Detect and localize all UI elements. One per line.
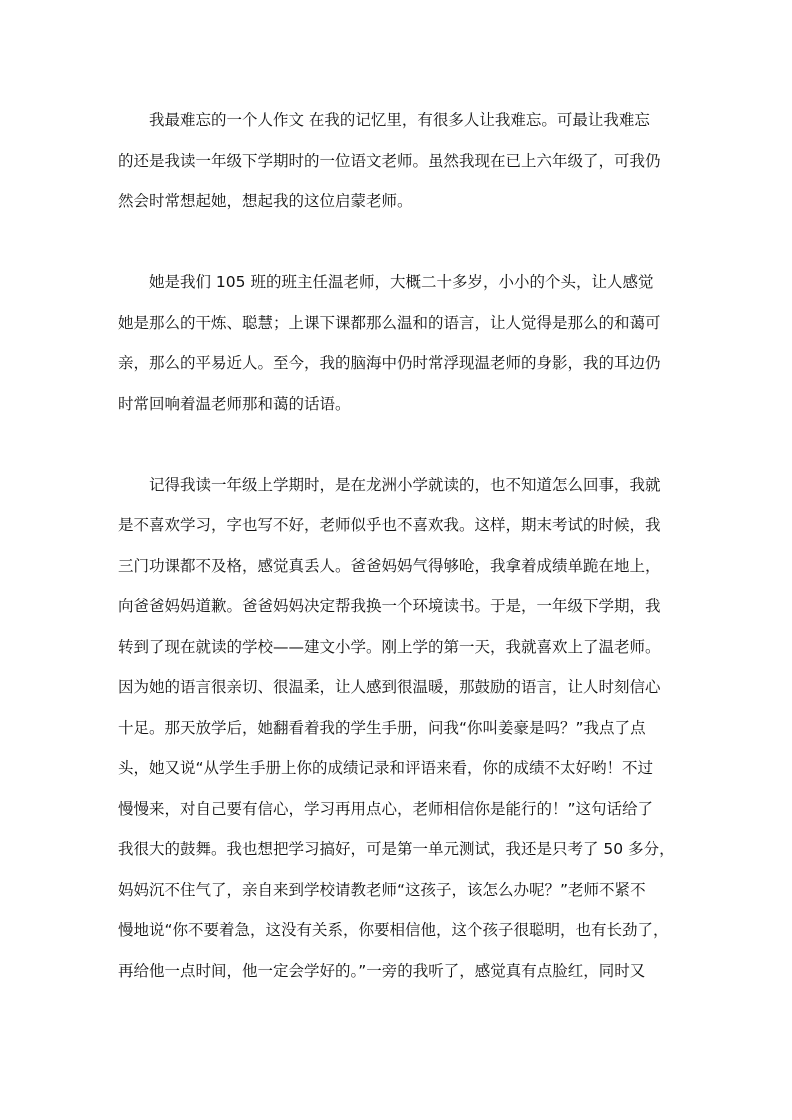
text-line: 我最难忘的一个人作文 在我的记忆里，有很多人让我难忘。可最让我难忘: [149, 111, 650, 129]
paragraph-spacer: [118, 424, 688, 465]
text-line: 慢慢来，对自己要有信心，学习再用点心，老师相信你是能行的！”这句话给了: [118, 799, 654, 818]
essay-body: [118, 100, 688, 991]
text-line: 然会时常想起她，想起我的这位启蒙老师。: [118, 192, 413, 210]
text-line: 的还是我读一年级下学期时的一位语文老师。虽然我现在已上六年级了，可我仍: [118, 151, 661, 170]
text-line: 她是那么的干炼、聪慧；上课下课都那么温和的语言，让人觉得是那么的和蔼可: [118, 313, 661, 332]
text-line: 因为她的语言很亲切、很温柔，让人感到很温暖，那鼓励的语言，让人时刻信心: [118, 678, 661, 696]
text-line: 亲，那么的平易近人。至今，我的脑海中仍时常浮现温老师的身影，我的耳边仍: [118, 354, 661, 372]
text-line: 向爸爸妈妈道歉。爸爸妈妈决定帮我换一个环境读书。于是，一年级下学期，我: [118, 597, 661, 615]
paragraph-3: [118, 465, 688, 992]
paragraph-1: [118, 100, 688, 222]
text-line: 时常回响着温老师那和蔼的话语。: [118, 394, 351, 413]
text-line: 记得我读一年级上学期时，是在龙洲小学就读的，也不知道怎么回事，我就: [149, 475, 661, 494]
text-line: 我很大的鼓舞。我也想把学习搞好，可是第一单元测试，我还是只考了 50 多分，: [118, 840, 675, 858]
text-line: 三门功课都不及格，感觉真丢人。爸爸妈妈气得够呛，我拿着成绩单跪在地上，: [118, 556, 661, 575]
text-line: 慢地说“你不要着急，这没有关系，你要相信他，这个孩子很聪明，也有长劲了，: [118, 921, 669, 939]
text-line: 头，她又说“从学生手册上你的成绩记录和评语来看，你的成绩不太好哟！不过: [118, 759, 654, 777]
paragraph-2: [118, 262, 688, 424]
text-line: 十足。那天放学后，她翻看着我的学生手册，问我“你叫姜豪是吗？”我点了点: [118, 718, 646, 737]
text-line: 妈妈沉不住气了，亲自来到学校请教老师“这孩子，该怎么办呢？”老师不紧不: [118, 880, 646, 899]
text-line: 是不喜欢学习，字也写不好，老师似乎也不喜欢我。这样，期末考试的时候，我: [118, 516, 661, 534]
text-line: 再给他一点时间，他一定会学好的。”一旁的我听了，感觉真有点脸红，同时又: [118, 961, 646, 980]
paragraph-spacer: [118, 222, 688, 263]
text-line: 转到了现在就读的学校——建文小学。刚上学的第一天，我就喜欢上了温老师。: [118, 637, 661, 656]
text-line: 她是我们 105 班的班主任温老师，大概二十多岁，小小的个头，让人感觉: [149, 273, 654, 291]
